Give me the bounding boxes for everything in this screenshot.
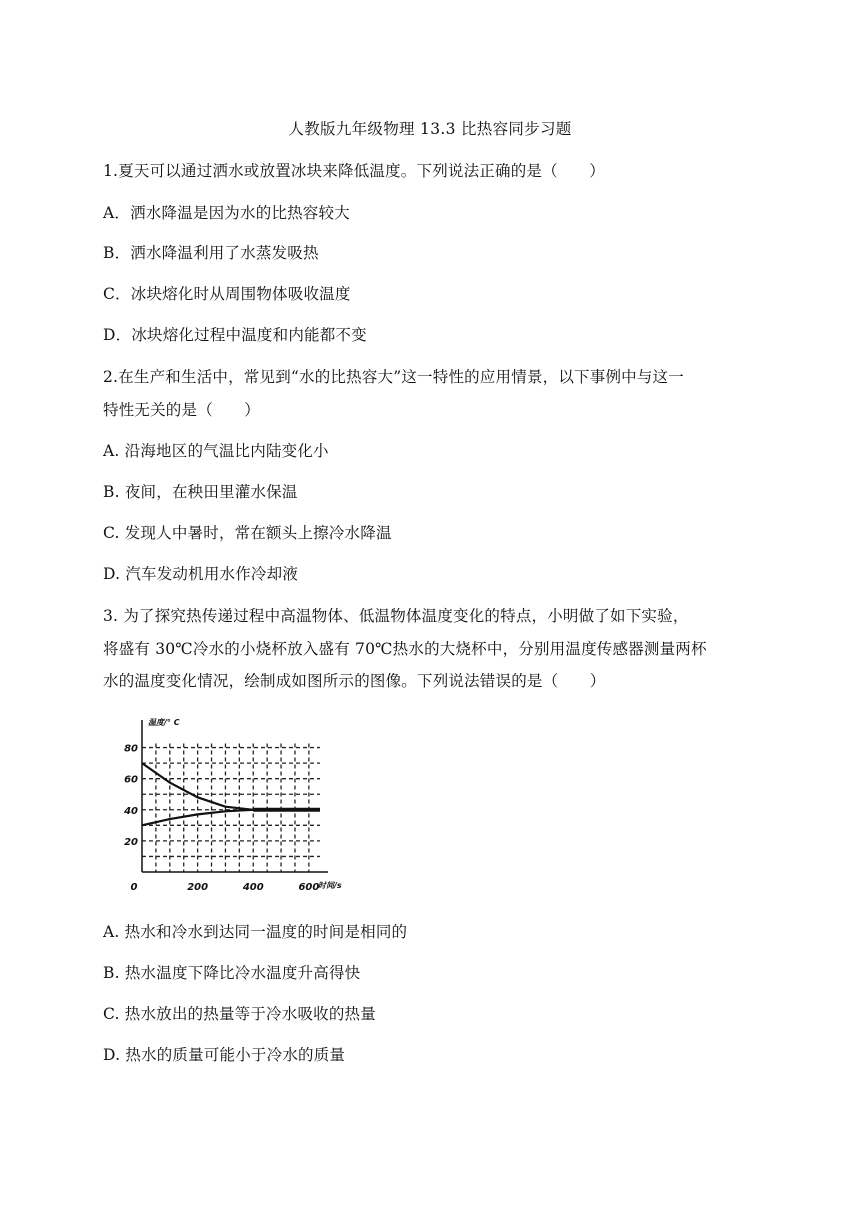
page-title: 人教版九年级物理 13.3 比热容同步习题	[288, 120, 572, 138]
x-tick-label: 400	[242, 882, 264, 893]
y-tick-label: 80	[124, 743, 138, 755]
question-stem-line: 水的温度变化情况，绘制成如图所示的图像。下列说法错误的是（ ）	[103, 672, 606, 690]
option-b: B．洒水降温利用了水蒸发吸热	[103, 244, 319, 262]
x-axis-title: 时间/s	[318, 881, 342, 890]
question-stem-line: 3. 为了探究热传递过程中高温物体、低温物体温度变化的特点，小明做了如下实验，	[103, 607, 689, 625]
y-tick-label: 40	[124, 805, 138, 817]
y-tick-label: 60	[124, 774, 138, 786]
option-b: B. 热水温度下降比冷水温度升高得快	[103, 964, 361, 982]
option-c: C．冰块熔化时从周围物体吸收温度	[103, 285, 351, 303]
x-tick-label: 200	[187, 882, 209, 893]
option-d: D．冰块熔化过程中温度和内能都不变	[103, 326, 367, 344]
option-d: D. 热水的质量可能小于冷水的质量	[103, 1046, 346, 1064]
series-line-1	[142, 763, 320, 810]
series-line-2	[142, 810, 320, 826]
question-stem-line: 将盛有 30℃冷水的小烧杯放入盛有 70℃热水的大烧杯中，分别用温度传感器测量两杯	[103, 640, 707, 658]
y-tick-label: 20	[124, 836, 138, 848]
option-b: B. 夜间，在秧田里灌水保温	[103, 483, 298, 501]
question-stem-line: 特性无关的是（ ）	[103, 401, 261, 419]
origin-label: 0	[130, 882, 138, 893]
chart-series	[142, 763, 320, 825]
option-a: A．洒水降温是因为水的比热容较大	[103, 204, 350, 222]
option-d: D. 汽车发动机用水作冷却液	[103, 565, 299, 583]
y-axis-title: 温度/° C	[148, 718, 180, 727]
option-a: A. 沿海地区的气温比内陆变化小	[103, 442, 329, 460]
option-a: A. 热水和冷水到达同一温度的时间是相同的	[103, 923, 408, 941]
option-c: C. 发现人中暑时，常在额头上擦冷水降温	[103, 524, 392, 542]
option-c: C. 热水放出的热量等于冷水吸收的热量	[103, 1005, 376, 1023]
question-stem-line: 1.夏天可以通过洒水或放置冰块来降低温度。下列说法正确的是（ ）	[103, 162, 605, 180]
temperature-time-chart	[118, 712, 342, 897]
x-tick-label: 600	[298, 882, 320, 893]
question-stem-line: 2.在生产和生活中，常见到“水的比热容大”这一特性的应用情景，以下事例中与这一	[103, 368, 684, 386]
